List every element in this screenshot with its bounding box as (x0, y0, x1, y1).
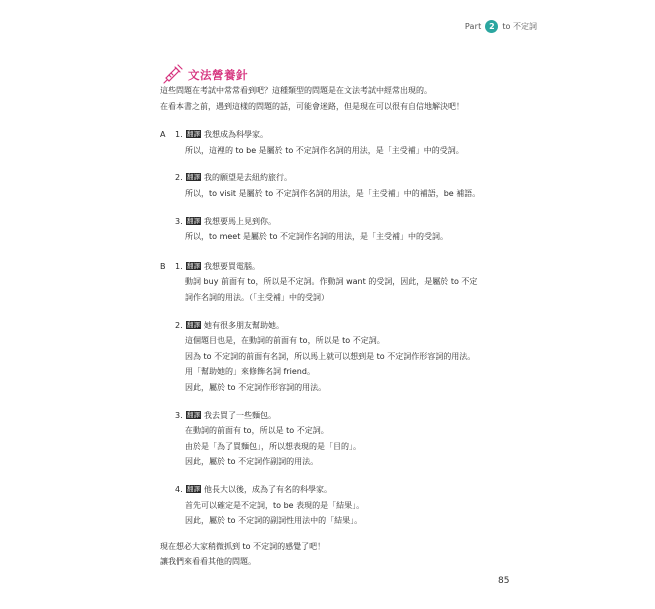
explanation-text: 因此，屬於 to 不定詞的副詞性用法中的「結果」。 (185, 516, 363, 526)
outro-line (160, 557, 256, 567)
group-letter (160, 262, 166, 272)
intro-line (160, 102, 464, 112)
explanation-line (185, 367, 315, 377)
translation-text: 我的願望是去紐約旅行。 (204, 173, 292, 183)
item-number (175, 321, 183, 331)
part-number-badge: 2 (485, 20, 498, 33)
translation-line (186, 411, 276, 421)
translation-tag: 翻譯 (187, 485, 200, 493)
translation-line (186, 130, 268, 140)
explanation-line (185, 516, 362, 526)
explanation-text: 因此，屬於 to 不定詞作副詞的用法。 (185, 457, 319, 467)
intro-text: 這些問題在考試中常常看到吧？這種類型的問題是在文法考試中經常出現的。 (160, 86, 432, 95)
item-number-text: 3. (175, 410, 183, 420)
part-title: to 不定詞 (502, 22, 537, 31)
explanation-line (185, 232, 448, 242)
item-number (175, 411, 183, 421)
explanation-text: 首先可以確定是不定詞，to be 表現的是「結果」。 (185, 500, 365, 510)
translation-text: 她有很多朋友幫助她。 (204, 320, 284, 330)
part-label: Part (464, 22, 482, 31)
translation-tag: 翻譯 (187, 320, 200, 329)
translation-tag: 翻譯 (187, 261, 200, 270)
translation-text: 我想要馬上見到你。 (204, 216, 276, 226)
explanation-line (185, 457, 318, 467)
item-number (175, 130, 183, 140)
intro-text: 在看本書之前，遇到這樣的問題的話，可能會迷路，但是現在可以很有自信地解決吧！ (160, 101, 464, 111)
item-number (175, 485, 183, 495)
translation-text: 他長大以後，成為了有名的科學家。 (204, 485, 332, 494)
item-number (175, 173, 183, 183)
translation-line (186, 217, 276, 227)
translation-line (186, 173, 292, 183)
translation-line (186, 321, 284, 331)
item-number (175, 262, 183, 272)
explanation-text: 動詞 buy 前面有 to，所以是不定詞。作動詞 want 的受詞，因此，是屬於 to 不定 (185, 277, 478, 287)
explanation-text: 由於是「為了買麵包」，所以想表現的是「目的」。 (185, 441, 361, 451)
group-letter-text: A (160, 130, 166, 140)
item-number-text: 1. (175, 130, 183, 140)
translation-tag: 翻譯 (187, 410, 200, 419)
explanation-line (185, 146, 464, 156)
translation-tag: 翻譯 (187, 130, 200, 139)
translation-text: 我想要買電腦。 (204, 261, 260, 271)
item-number-text: 1. (175, 261, 183, 271)
explanation-line (185, 336, 385, 346)
explanation-text: 這個題目也是，在動詞的前面有 to，所以是 to 不定詞。 (185, 336, 385, 346)
explanation-text: 所以，這裡的 to be 是屬於 to 不定詞作名詞的用法，是「主受補」中的受詞。 (185, 145, 464, 155)
explanation-line (185, 277, 477, 287)
translation-line (186, 262, 260, 272)
explanation-line (185, 189, 480, 199)
explanation-text: 因為 to 不定詞的前面有名詞，所以馬上就可以想到是 to 不定詞作形容詞的用法。 (185, 351, 476, 361)
explanation-line (185, 293, 329, 303)
translation-tag: 翻譯 (187, 216, 200, 225)
explanation-line (185, 426, 329, 436)
explanation-line (185, 383, 326, 393)
explanation-text: 所以，to meet 是屬於 to 不定詞作名詞的用法，是「主受補」中的受詞。 (185, 232, 449, 242)
explanation-text: 所以，to visit 是屬於 to 不定詞作名詞的用法，是「主受補」中的補語，be 補語。 (185, 189, 481, 198)
explanation-line (185, 501, 364, 511)
item-number-text: 2. (175, 320, 183, 330)
page-number: 85 (498, 576, 510, 586)
group-letter-text: B (160, 261, 166, 271)
explanation-text: 在動詞的前面有 to，所以是 to 不定詞。 (185, 426, 329, 436)
explanation-line (185, 442, 361, 452)
intro-line (160, 86, 432, 96)
outro-line (160, 542, 325, 552)
outro-text: 讓我們來看看其他的問題。 (160, 557, 256, 567)
translation-line (186, 485, 332, 495)
item-number-text: 2. (175, 173, 183, 183)
section-title: 文法營養針 (188, 68, 248, 82)
translation-text: 我想成為科學家。 (204, 130, 268, 140)
item-number-text: 3. (175, 216, 183, 226)
group-letter (160, 130, 165, 140)
explanation-text: 詞作名詞的用法。（「主受補」中的受詞） (185, 293, 329, 302)
item-number (175, 217, 183, 227)
translation-text: 我去買了一些麵包。 (204, 410, 276, 420)
item-number-text: 4. (175, 485, 183, 494)
explanation-text: 因此，屬於 to 不定詞作形容詞的用法。 (185, 383, 327, 392)
outro-text: 現在想必大家稍微抓到 to 不定詞的感覺了吧！ (160, 541, 326, 551)
explanation-text: 用「幫助她的」來修飾名詞 friend。 (185, 367, 315, 377)
translation-tag: 翻譯 (187, 173, 200, 182)
explanation-line (185, 352, 475, 362)
